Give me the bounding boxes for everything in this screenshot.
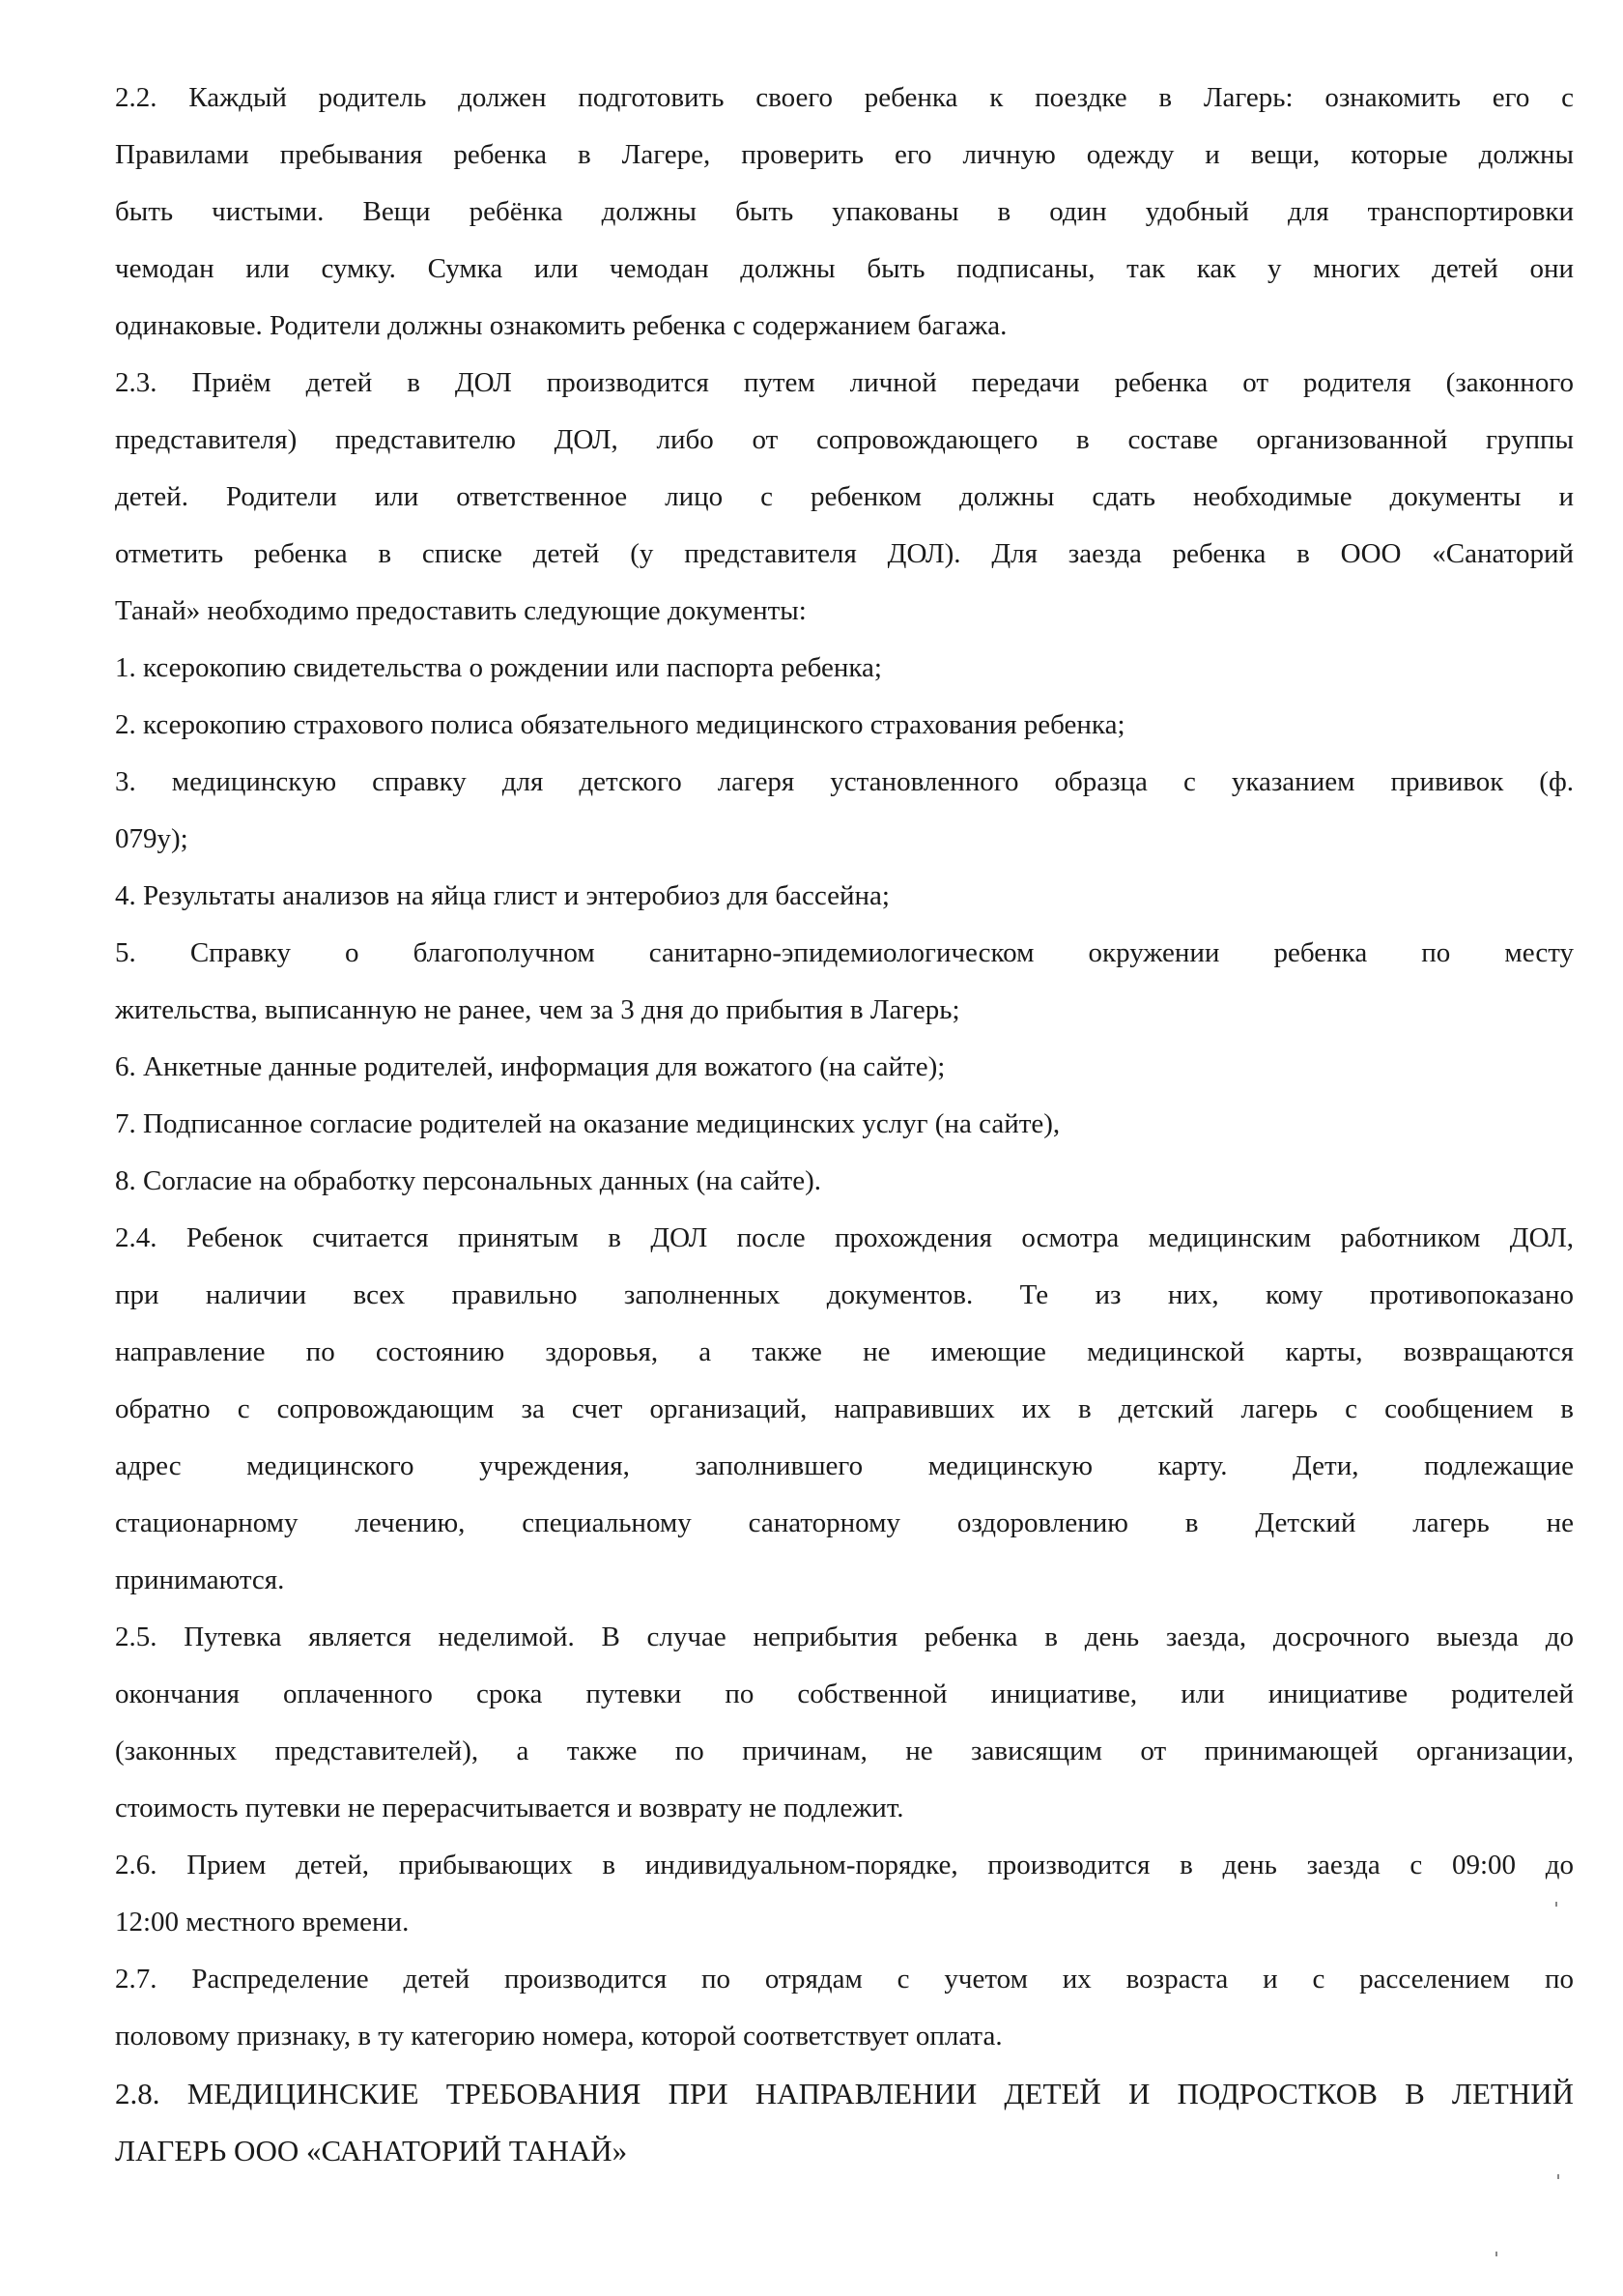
text-line: принимаются. [115, 1564, 285, 1595]
text-line: 2.5. Путевка является неделимой. В случае неприбытия ребенка в день заезда, досрочного выезда до [115, 1622, 1574, 1652]
text-line: быть чистыми. Вещи ребёнка должны быть упакованы в один удобный для транспортировки [115, 196, 1574, 227]
text-line: Танай» необходимо предоставить следующие документы: [115, 595, 807, 626]
text-line: 5. Справку о благополучном санитарно-эпидемиологическом окружении ребенка по месту [115, 937, 1574, 968]
paragraph-p2-3 [115, 355, 1574, 640]
text-line: 3. медицинскую справку для детского лагеря установленного образца с указанием прививок (ф. [115, 766, 1574, 797]
text-line: направление по состоянию здоровья, а также не имеющие медицинской карты, возвращаются [115, 1336, 1574, 1367]
text-line: 2.8. МЕДИЦИНСКИЕ ТРЕБОВАНИЯ ПРИ НАПРАВЛЕНИИ ДЕТЕЙ И ПОДРОСТКОВ В ЛЕТНИЙ [115, 2077, 1574, 2110]
text-line: чемодан или сумку. Сумка или чемодан должны быть подписаны, так как у многих детей они [115, 253, 1574, 284]
paragraph-p2-7 [115, 1951, 1574, 2065]
text-line: Правилами пребывания ребенка в Лагере, проверить его личную одежду и вещи, которые должны [115, 139, 1574, 170]
text-line: 7. Подписанное согласие родителей на оказание медицинских услуг (на сайте), [115, 1108, 1061, 1139]
text-line: стоимость путевки не перерасчитывается и возврату не подлежит. [115, 1793, 904, 1823]
text-line: адрес медицинского учреждения, заполнившего медицинскую карту. Дети, подлежащие [115, 1450, 1574, 1481]
text-line: отметить ребенка в списке детей (у представителя ДОЛ). Для заезда ребенка в ООО «Санаторий [115, 538, 1574, 569]
text-line: одинаковые. Родители должны ознакомить ребенка с содержанием багажа. [115, 310, 1008, 341]
text-line: половому признаку, в ту категорию номера, которой соответствует оплата. [115, 2021, 1003, 2052]
text-line: 2.2. Каждый родитель должен подготовить своего ребенка к поездке в Лагерь: ознакомить его с [115, 82, 1574, 113]
text-line: 2.6. Прием детей, прибывающих в индивидуальном-порядке, производится в день заезда с 09:00 до [115, 1850, 1574, 1880]
text-line: представителя) представителю ДОЛ, либо от сопровождающего в составе организованной группы [115, 424, 1574, 455]
text-line: жительства, выписанную не ранее, чем за 3 дня до прибытия в Лагерь; [115, 994, 960, 1025]
text-line: 079у); [115, 823, 188, 854]
text-line: 2.4. Ребенок считается принятым в ДОЛ после прохождения осмотра медицинским работником ДОЛ, [115, 1222, 1574, 1253]
text-line: 2.3. Приём детей в ДОЛ производится путем личной передачи ребенка от родителя (законного [115, 367, 1574, 398]
text-line: 1. ксерокопию свидетельства о рождении или паспорта ребенка; [115, 652, 882, 683]
paragraph-p2-8 [115, 2065, 1574, 2179]
text-line: 2.7. Распределение детей производится по отрядам с учетом их возраста и с расселением по [115, 1964, 1574, 1995]
paragraph-doc-list [115, 640, 1574, 1210]
text-line: стационарному лечению, специальному санаторному оздоровлению в Детский лагерь не [115, 1507, 1574, 1538]
text-line: 2. ксерокопию страхового полиса обязательного медицинского страхования ребенка; [115, 709, 1125, 740]
scan-speck [1555, 1902, 1557, 1907]
document-page [115, 70, 1574, 2179]
text-line: 6. Анкетные данные родителей, информация для вожатого (на сайте); [115, 1051, 946, 1082]
scan-speck [1557, 2174, 1559, 2179]
text-line: (законных представителей), а также по причинам, не зависящим от принимающей организации, [115, 1736, 1574, 1766]
text-line: ЛАГЕРЬ ООО «САНАТОРИЙ ТАНАЙ» [115, 2134, 628, 2167]
text-line: 4. Результаты анализов на яйца глист и энтеробиоз для бассейна; [115, 880, 890, 911]
text-line: окончания оплаченного срока путевки по собственной инициативе, или инициативе родителей [115, 1679, 1574, 1709]
paragraph-p2-5 [115, 1609, 1574, 1837]
scan-speck [1495, 2252, 1497, 2256]
paragraph-p2-6 [115, 1837, 1574, 1951]
paragraph-p2-4 [115, 1210, 1574, 1609]
paragraph-p2-2 [115, 70, 1574, 355]
text-line: обратно с сопровождающим за счет организаций, направивших их в детский лагерь с сообщением в [115, 1393, 1574, 1424]
text-line: детей. Родители или ответственное лицо с ребенком должны сдать необходимые документы и [115, 481, 1574, 512]
text-line: при наличии всех правильно заполненных документов. Те из них, кому противопоказано [115, 1279, 1574, 1310]
text-line: 12:00 местного времени. [115, 1907, 410, 1937]
text-line: 8. Согласие на обработку персональных данных (на сайте). [115, 1165, 821, 1196]
